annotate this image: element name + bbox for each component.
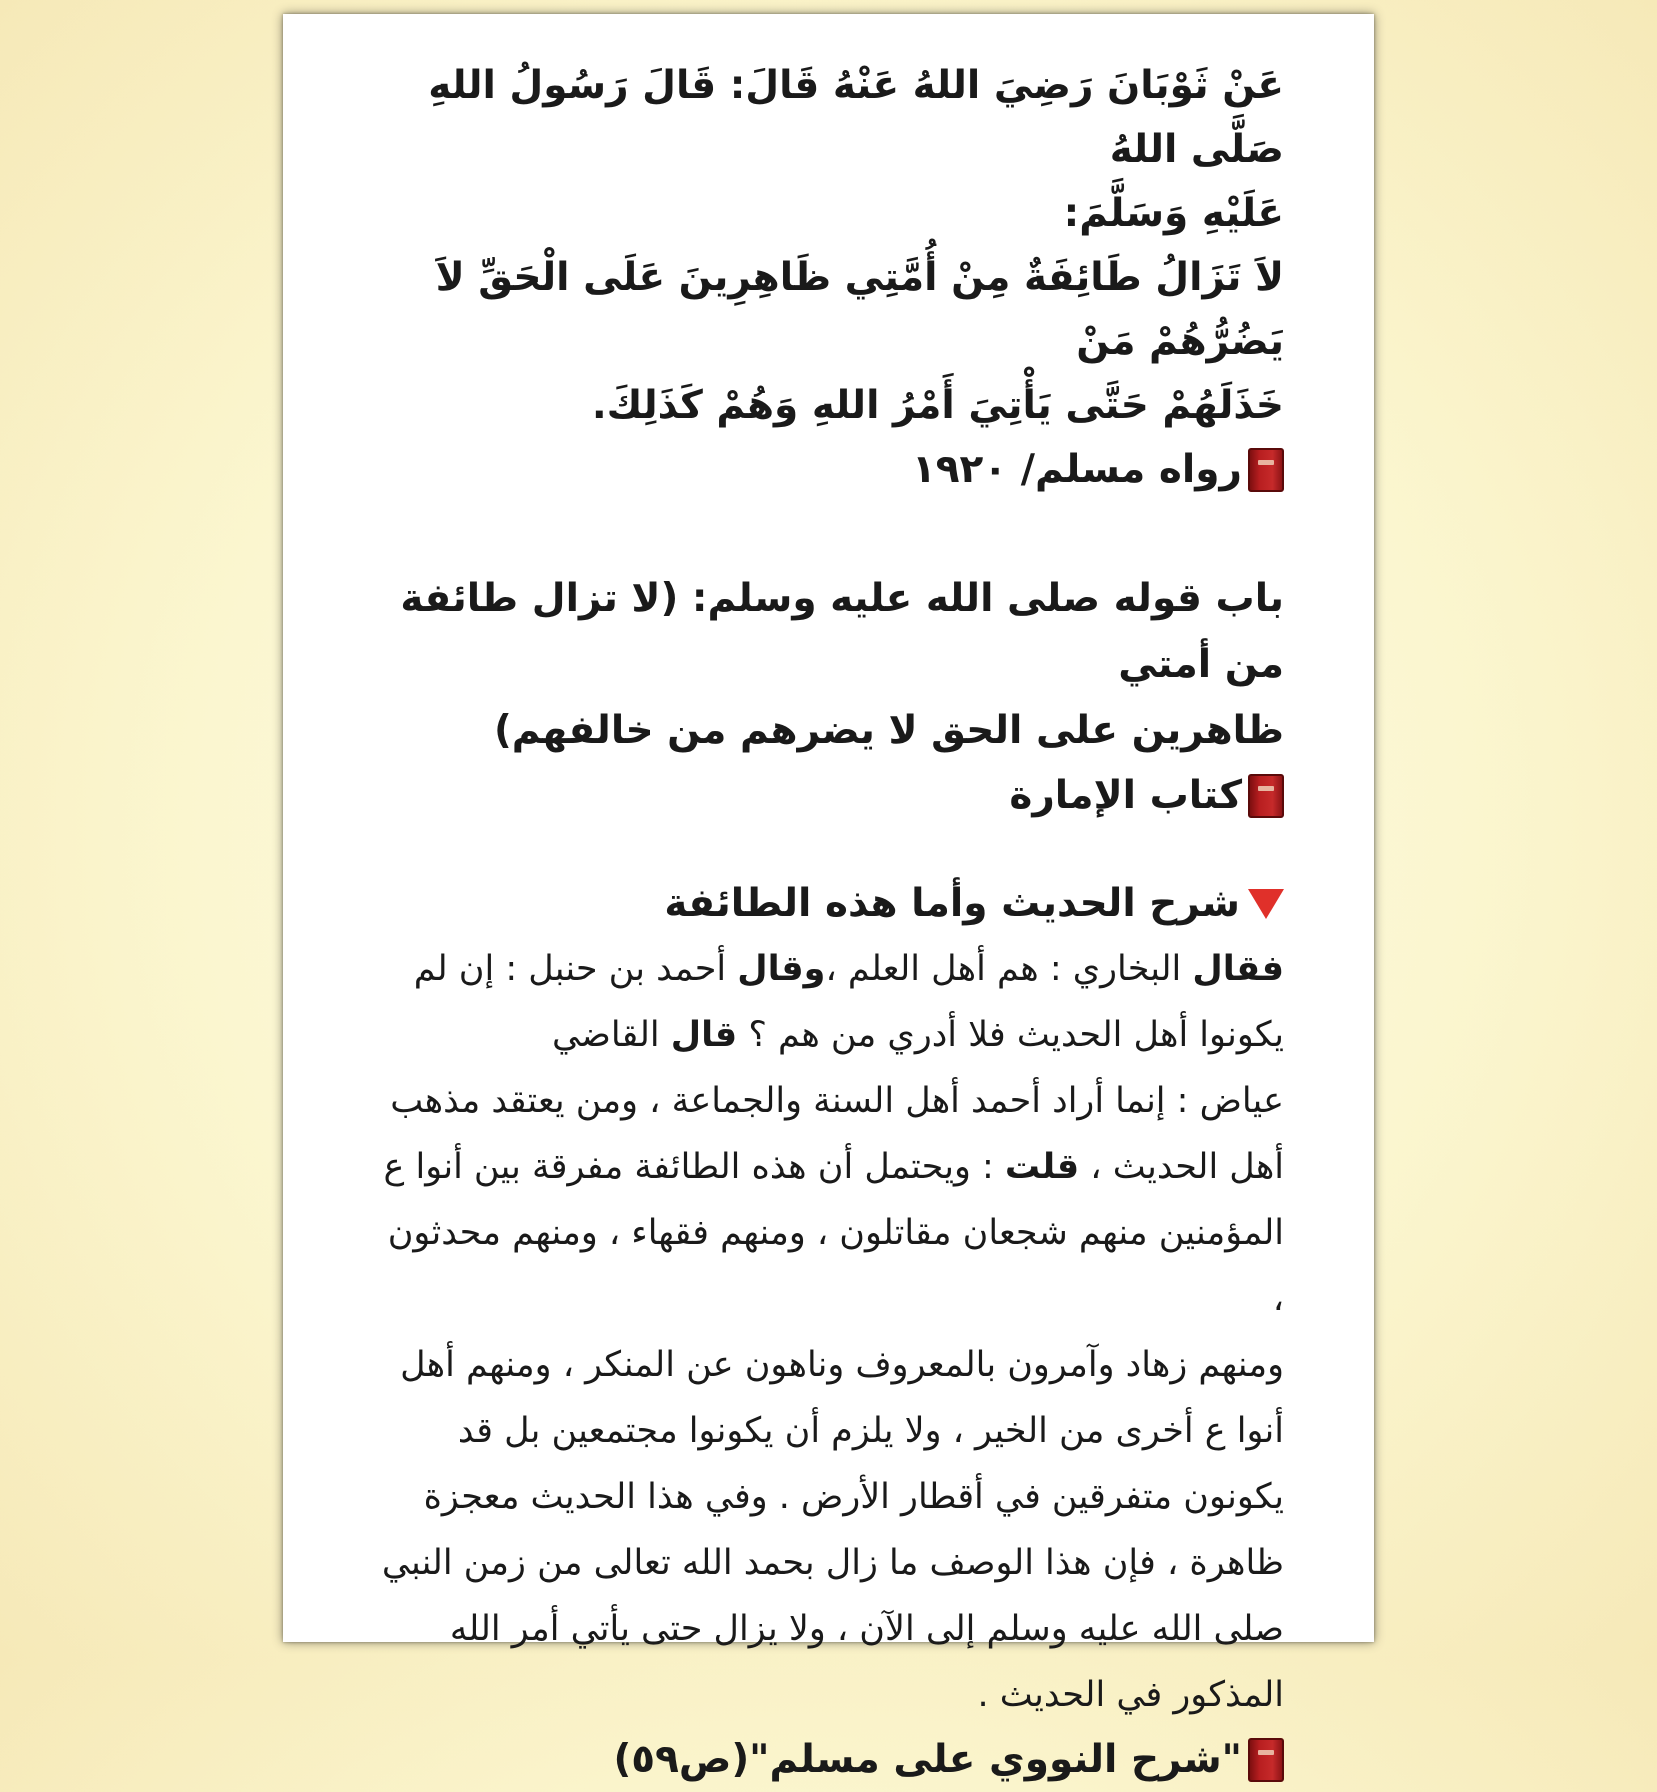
red-book-icon [1248, 448, 1284, 492]
sharh-span: القاضي [551, 1015, 671, 1055]
spacer [373, 502, 1284, 566]
sharh-bold: وقال [737, 949, 826, 989]
spacer [373, 828, 1284, 872]
sharh-text [373, 936, 1284, 1728]
hadith-line: عَنْ ثَوْبَانَ رَضِيَ اللهُ عَنْهُ قَالَ: قَالَ رَسُولُ اللهِ صَلَّى اللهُ [428, 63, 1284, 172]
post-card [283, 14, 1374, 1782]
sharh-span: : ويحتمل أن هذه الطائفة مفرقة بين أنوا ع [383, 1147, 1005, 1187]
bab-line: باب قوله صلى الله عليه وسلم: (لا تزال طائفة من أمتي [400, 576, 1284, 687]
sharh-span: يكونوا أهل الحديث فلا أدري من هم ؟ [737, 1015, 1284, 1055]
sharh-line: ظاهرة ، فإن هذا الوصف ما زال بحمد الله تعالى من زمن النبي [381, 1543, 1284, 1583]
sharh-line: المذكور في الحديث . [977, 1675, 1284, 1715]
sharh-span: البخاري : هم أهل العلم ، [825, 949, 1193, 989]
sharh-line: يكونون متفرقين في أقطار الأرض . وفي هذا الحديث معجزة [423, 1477, 1284, 1517]
sharh-line: صلى الله عليه وسلم إلى الآن ، ولا يزال حتى يأتي أمر الله [449, 1609, 1284, 1649]
bab-title [373, 566, 1284, 764]
sharh-span: أهل الحديث ، [1079, 1147, 1284, 1187]
sharh-line: ومنهم زهاد وآمرون بالمعروف وناهون عن المنكر ، ومنهم أهل [400, 1345, 1284, 1385]
red-triangle-down-icon [1248, 889, 1284, 919]
sharh-line [373, 936, 1284, 1002]
sharh-heading [373, 872, 1284, 936]
hadith-line: عَلَيْهِ وَسَلَّمَ: [1063, 191, 1284, 236]
source-reference-text: رواه مسلم/ ١٩٢٠ [911, 447, 1242, 492]
sharh-line: المؤمنين منهم شجعان مقاتلون ، ومنهم فقهاء ، ومنهم محدثون ، [387, 1213, 1284, 1319]
kitab-reference [373, 764, 1284, 828]
sharh-bold: فقال [1192, 949, 1284, 989]
post-content [373, 54, 1284, 1792]
red-book-icon [1248, 774, 1284, 818]
nawawi-reference [373, 1728, 1284, 1792]
kitab-reference-text: كتاب الإمارة [1009, 773, 1242, 818]
sharh-bold: قال [670, 1015, 738, 1055]
sharh-bold: قلت [1004, 1147, 1080, 1187]
source-reference [373, 438, 1284, 502]
nawawi-reference-text: "شرح النووي على مسلم"(ص٥٩) [613, 1737, 1242, 1782]
bab-line: ظاهرين على الحق لا يضرهم من خالفهم) [493, 708, 1284, 753]
hadith-line: لاَ تَزَالُ طَائِفَةٌ مِنْ أُمَّتِي ظَاهِرِينَ عَلَى الْحَقِّ لاَ يَضُرُّهُمْ مَنْ [435, 255, 1284, 364]
sharh-heading-text: شرح الحديث وأما هذه الطائفة [664, 881, 1240, 926]
hadith-text [373, 54, 1284, 438]
sharh-line: عياض : إنما أراد أحمد أهل السنة والجماعة ، ومن يعتقد مذهب [390, 1081, 1284, 1121]
red-book-icon [1248, 1738, 1284, 1782]
sharh-line [373, 1134, 1284, 1200]
sharh-line [373, 1002, 1284, 1068]
hadith-line: خَذَلَهُمْ حَتَّى يَأْتِيَ أَمْرُ اللهِ وَهُمْ كَذَلِكَ. [591, 383, 1284, 428]
sharh-line: أنوا ع أخرى من الخير ، ولا يلزم أن يكونوا مجتمعين بل قد [457, 1411, 1284, 1451]
sharh-span: أحمد بن حنبل : إن لم [413, 949, 738, 989]
